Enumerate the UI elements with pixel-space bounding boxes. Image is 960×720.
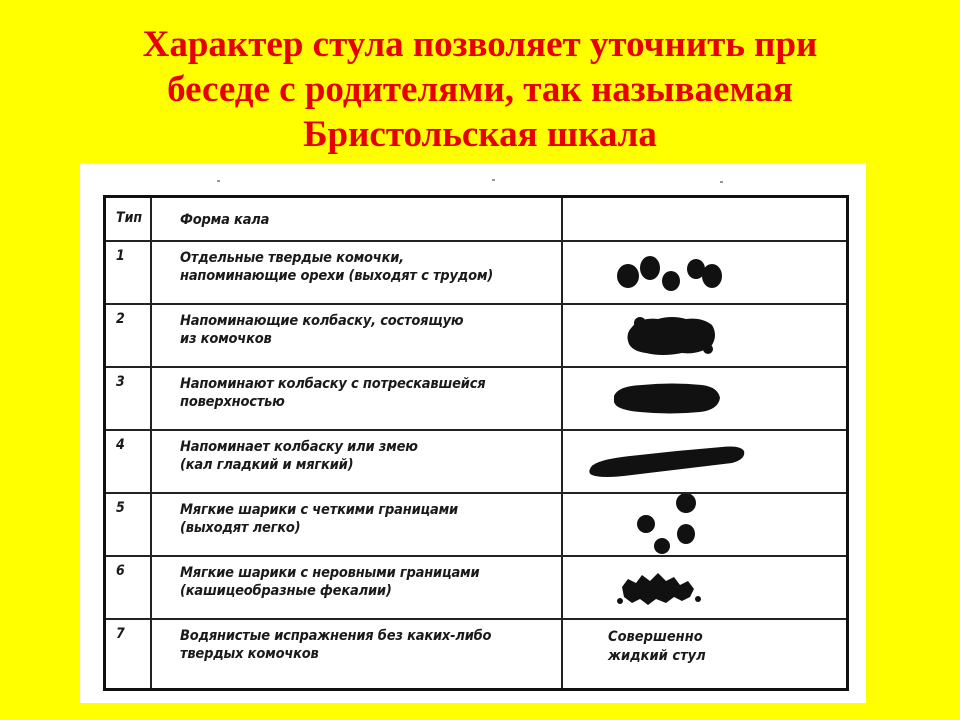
table-header-row bbox=[106, 198, 846, 242]
cracked-sausage-icon bbox=[562, 368, 846, 429]
row-type: 2 bbox=[116, 311, 125, 327]
table-row bbox=[106, 305, 846, 368]
row-description bbox=[180, 564, 479, 600]
row-type: 6 bbox=[116, 563, 125, 579]
row-type: 7 bbox=[116, 626, 125, 642]
row-description bbox=[180, 627, 491, 663]
row-description bbox=[180, 312, 463, 348]
title-line-2: беседе с родителями, так называемая bbox=[167, 69, 793, 110]
mushy-pieces-icon bbox=[562, 557, 846, 618]
description-line: Мягкие шарики с неровными границами bbox=[180, 565, 480, 581]
row-description bbox=[180, 501, 458, 537]
row-type: 5 bbox=[116, 500, 125, 516]
table-row bbox=[106, 431, 846, 494]
header-type: Тип bbox=[116, 210, 143, 226]
description-line: (кашицеобразные фекалии) bbox=[180, 583, 392, 599]
description-line: Водянистые испражнения без каких-либо bbox=[180, 628, 492, 644]
description-line: (кал гладкий и мягкий) bbox=[180, 457, 354, 473]
table-row bbox=[106, 557, 846, 620]
soft-blobs-icon bbox=[562, 494, 846, 555]
title-line-1: Характер стула позволяет уточнить при bbox=[142, 24, 818, 65]
description-line: Напоминает колбаску или змею bbox=[180, 439, 418, 455]
note-line: жидкий стул bbox=[608, 648, 706, 664]
bristol-scale-scan bbox=[80, 163, 866, 703]
slide-title bbox=[0, 22, 960, 157]
description-line: (выходят легко) bbox=[180, 520, 301, 536]
description-line: напоминающие орехи (выходят с трудом) bbox=[180, 268, 494, 284]
table-row bbox=[106, 494, 846, 557]
description-line: из комочков bbox=[180, 331, 272, 347]
row-description bbox=[180, 438, 418, 474]
liquid-stool-note bbox=[608, 628, 706, 666]
bristol-scale-table bbox=[103, 195, 849, 691]
row-type: 3 bbox=[116, 374, 125, 390]
title-line-3: Бристольская шкала bbox=[303, 114, 657, 155]
description-line: поверхностью bbox=[180, 394, 285, 410]
smooth-snake-icon bbox=[562, 431, 846, 492]
description-line: Мягкие шарики с четкими границами bbox=[180, 502, 458, 518]
lumpy-sausage-icon bbox=[562, 305, 846, 366]
liquid-note-cell bbox=[562, 620, 846, 688]
table-row bbox=[106, 368, 846, 431]
row-description bbox=[180, 375, 485, 411]
row-description bbox=[180, 249, 493, 285]
description-line: твердых комочков bbox=[180, 646, 319, 662]
row-type: 4 bbox=[116, 437, 125, 453]
row-type: 1 bbox=[116, 248, 125, 264]
table-row bbox=[106, 620, 846, 688]
description-line: Напоминают колбаску с потрескавшейся bbox=[180, 376, 486, 392]
header-form: Форма кала bbox=[180, 212, 270, 228]
note-line: Совершенно bbox=[608, 629, 703, 645]
description-line: Отдельные твердые комочки, bbox=[180, 250, 404, 266]
table-row bbox=[106, 242, 846, 305]
description-line: Напоминающие колбаску, состоящую bbox=[180, 313, 464, 329]
nuts-lumps-icon bbox=[562, 242, 846, 303]
